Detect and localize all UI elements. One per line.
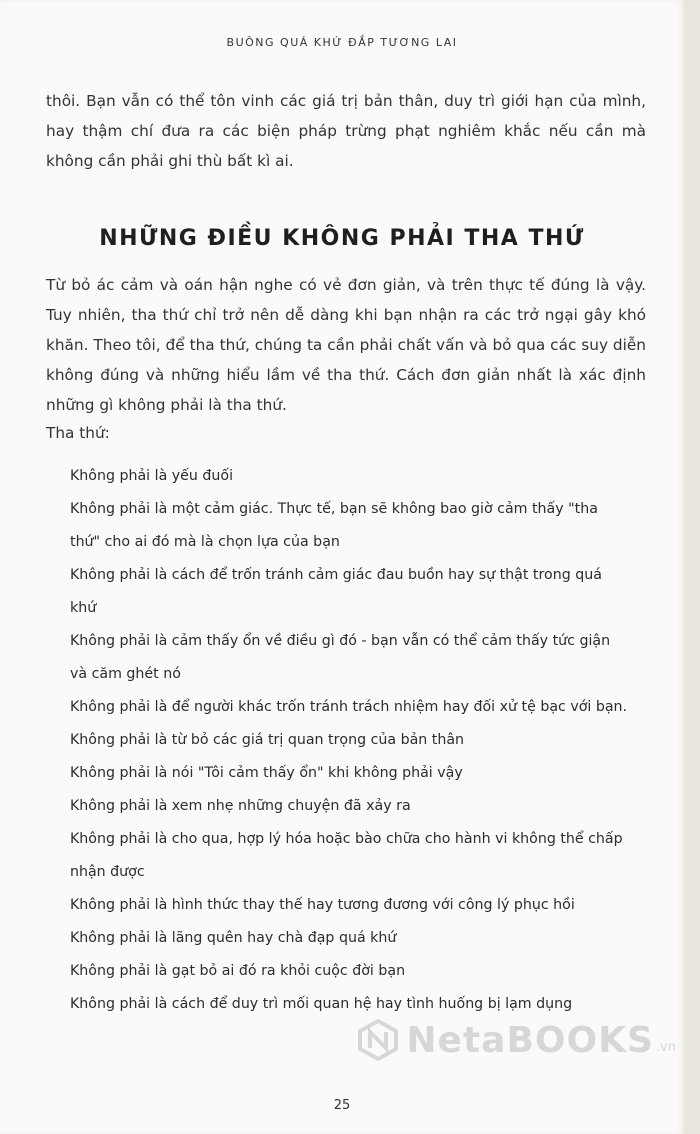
section-paragraph: Từ bỏ ác cảm và oán hận nghe có vẻ đơn giản, và trên thực tế đúng là vậy. Tuy nhiên, tha thứ chỉ trở nên dễ dàng khi bạn nhận ra các trở ngại gây khó khăn. Theo tôi, để tha thứ, chúng ta cần phải chất vấn và bỏ qua các suy diễn không đúng và những hiểu lầm về tha thứ. Cách đơn giản nhất là xác định những gì không phải là tha thứ. bbox=[46, 276, 646, 414]
list-item: Không phải là một cảm giác. Thực tế, bạn sẽ không bao giờ cảm thấy "tha thứ" cho ai đó mà là chọn lựa của bạn bbox=[70, 501, 598, 550]
list-item: Không phải là để người khác trốn tránh trách nhiệm hay đối xử tệ bạc với bạn. bbox=[70, 699, 628, 715]
not-forgiveness-list bbox=[70, 460, 630, 1021]
watermark-text: NetaBOOKS bbox=[406, 1019, 654, 1061]
section-title: NHỮNG ĐIỀU KHÔNG PHẢI THA THỨ bbox=[99, 226, 585, 251]
list-item: Không phải là xem nhẹ những chuyện đã xảy ra bbox=[70, 798, 411, 814]
list-item: Không phải là hình thức thay thế hay tương đương với công lý phục hồi bbox=[70, 897, 575, 913]
watermark-suffix: .vn bbox=[655, 1039, 676, 1055]
list-item: Không phải là lãng quên hay chà đạp quá khứ bbox=[70, 930, 397, 946]
list-item: Không phải là nói "Tôi cảm thấy ổn" khi không phải vậy bbox=[70, 765, 463, 781]
watermark bbox=[356, 1018, 676, 1062]
netabooks-logo-icon bbox=[356, 1018, 400, 1062]
list-item: Không phải là cách để trốn tránh cảm giác đau buồn hay sự thật trong quá khứ bbox=[70, 567, 602, 616]
list-item: Không phải là cảm thấy ổn về điều gì đó - bạn vẫn có thể cảm thấy tức giận và căm ghét nó bbox=[70, 633, 611, 682]
page-number: 25 bbox=[333, 1098, 351, 1113]
list-item: Không phải là yếu đuối bbox=[70, 468, 234, 484]
list-item: Không phải là từ bỏ các giá trị quan trọng của bản thân bbox=[70, 732, 465, 748]
list-item: Không phải là cách để duy trì mối quan hệ hay tình huống bị lạm dụng bbox=[70, 996, 573, 1012]
list-item: Không phải là cho qua, hợp lý hóa hoặc bào chữa cho hành vi không thể chấp nhận được bbox=[70, 831, 623, 880]
running-header: BUÔNG QUÁ KHỨ ĐẮP TƯƠNG LAI bbox=[226, 36, 458, 49]
list-lead: Tha thứ: bbox=[46, 424, 110, 442]
intro-paragraph: thôi. Bạn vẫn có thể tôn vinh các giá trị bản thân, duy trì giới hạn của mình, hay thậm chí đưa ra các biện pháp trừng phạt nghiêm khắc nếu cần mà không cần phải ghi thù bất kì ai. bbox=[46, 92, 646, 170]
list-item: Không phải là gạt bỏ ai đó ra khỏi cuộc đời bạn bbox=[70, 963, 406, 979]
